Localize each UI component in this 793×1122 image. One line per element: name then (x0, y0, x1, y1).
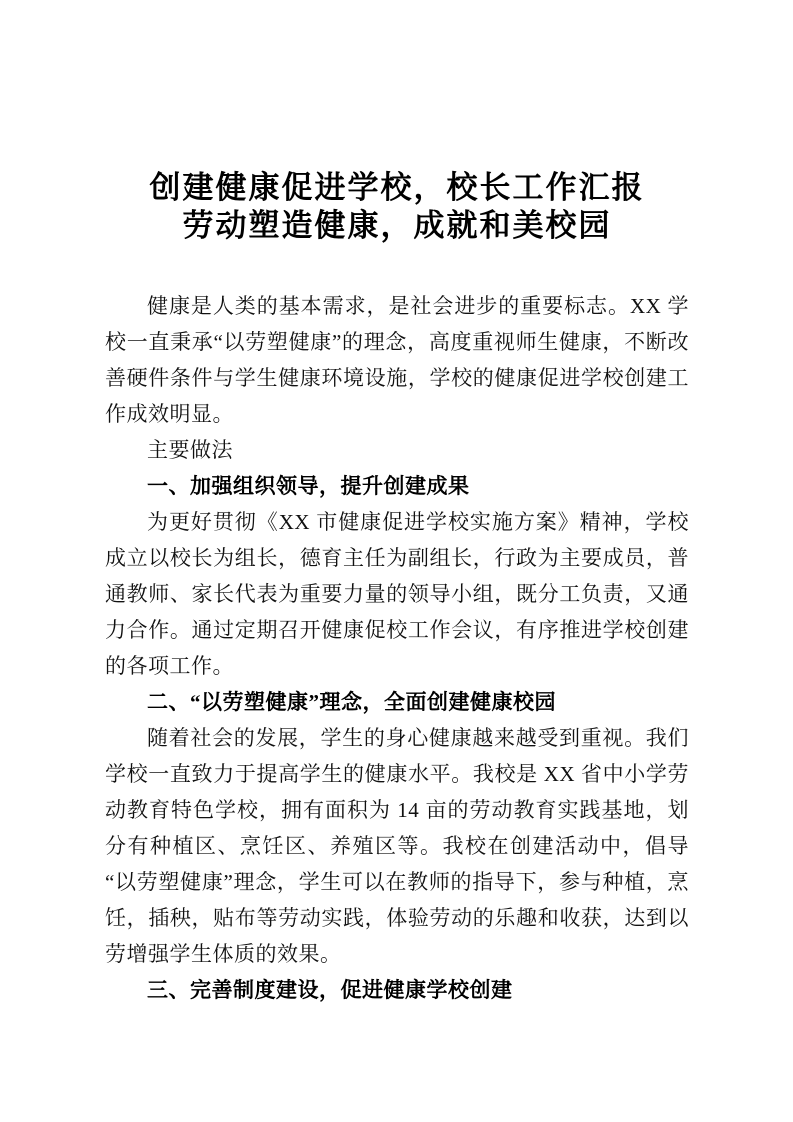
intro-paragraph: 健康是人类的基本需求，是社会进步的重要标志。XX 学校一直秉承“以劳塑健康”的理念，高度重视师生健康，不断改善硬件条件与学生健康环境设施，学校的健康促进学校创建工作成效明显。 (105, 293, 689, 426)
title-line-1: 创建健康促进学校，校长工作汇报 (149, 169, 645, 205)
title-line-2: 劳动塑造健康，成就和美校园 (182, 207, 612, 243)
section-1-heading: 一、加强组织领导，提升创建成果 (147, 473, 470, 498)
section-2-heading: 二、“以劳塑健康”理念，全面创建健康校园 (147, 689, 556, 714)
practices-label: 主要做法 (147, 437, 233, 462)
section-3-heading: 三、完善制度建设，促进健康学校创建 (147, 977, 513, 1002)
document-body (105, 288, 689, 1008)
section-1-body: 为更好贯彻《XX 市健康促进学校实施方案》精神，学校成立以校长为组长，德育主任为副组长，行政为主要成员，普通教师、家长代表为重要力量的领导小组，既分工负责，又通力合作。通过定期召开健康促校工作会议，有序推进学校创建的各项工作。 (105, 509, 689, 678)
section-2-body: 随着社会的发展，学生的身心健康越来越受到重视。我们学校一直致力于提高学生的健康水平。我校是 XX 省中小学劳动教育特色学校，拥有面积为 14 亩的劳动教育实践基地，划分有种植区、烹饪区、养殖区等。我校在创建活动中，倡导“以劳塑健康”理念，学生可以在教师的指导下，参与种植，烹饪，插秧，贴布等劳动实践，体验劳动的乐趣和收获，达到以劳增强学生体质的效果。 (105, 725, 689, 966)
document-title (105, 169, 689, 245)
